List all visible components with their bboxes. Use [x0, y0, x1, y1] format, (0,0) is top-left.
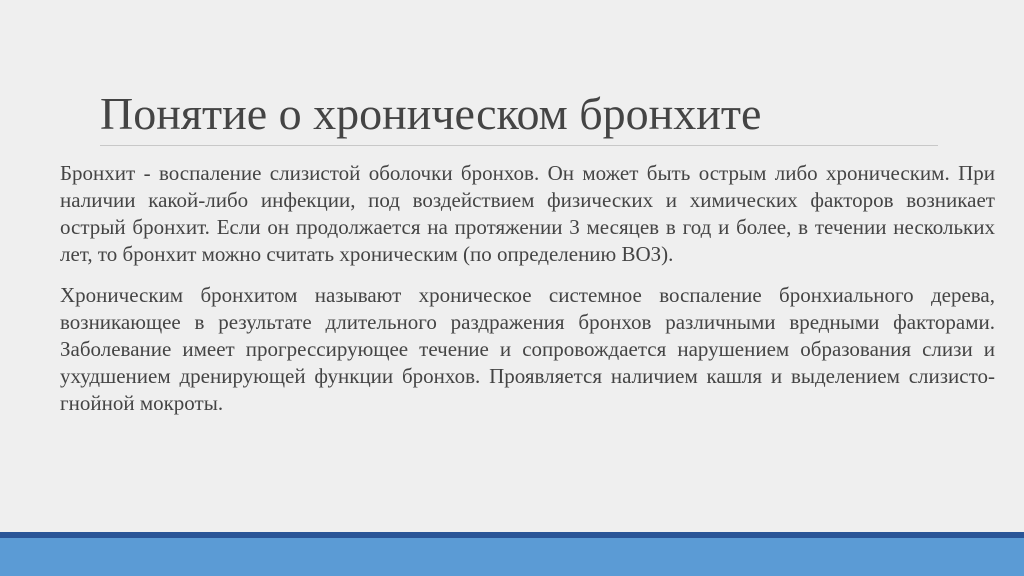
title-divider — [100, 145, 938, 146]
slide-body — [60, 160, 995, 431]
paragraph-chronic-bronchitis: Хроническим бронхитом называют хроническое системное воспаление бронхиального дерева, возникающее в результате длительного раздражения бронхов различными вредными факторами. Заболевание имеет прогрессирующее течение и сопровождается нарушением образования слизи и ухудшением дренирующей функции бронхов. Проявляется наличием кашля и выделением слизисто-гнойной мокроты. — [60, 283, 995, 415]
slide-title: Понятие о хроническом бронхите — [100, 88, 762, 139]
footer-bar — [0, 538, 1024, 576]
paragraph-definition: Бронхит - воспаление слизистой оболочки бронхов. Он может быть острым либо хроническим. При наличии какой-либо инфекции, под воздействием физических и химических факторов возникает острый бронхит. Если он продолжается на протяжении 3 месяцев в год и более, в течении нескольких лет, то бронхит можно считать хроническим (по определению ВОЗ). — [60, 161, 995, 266]
